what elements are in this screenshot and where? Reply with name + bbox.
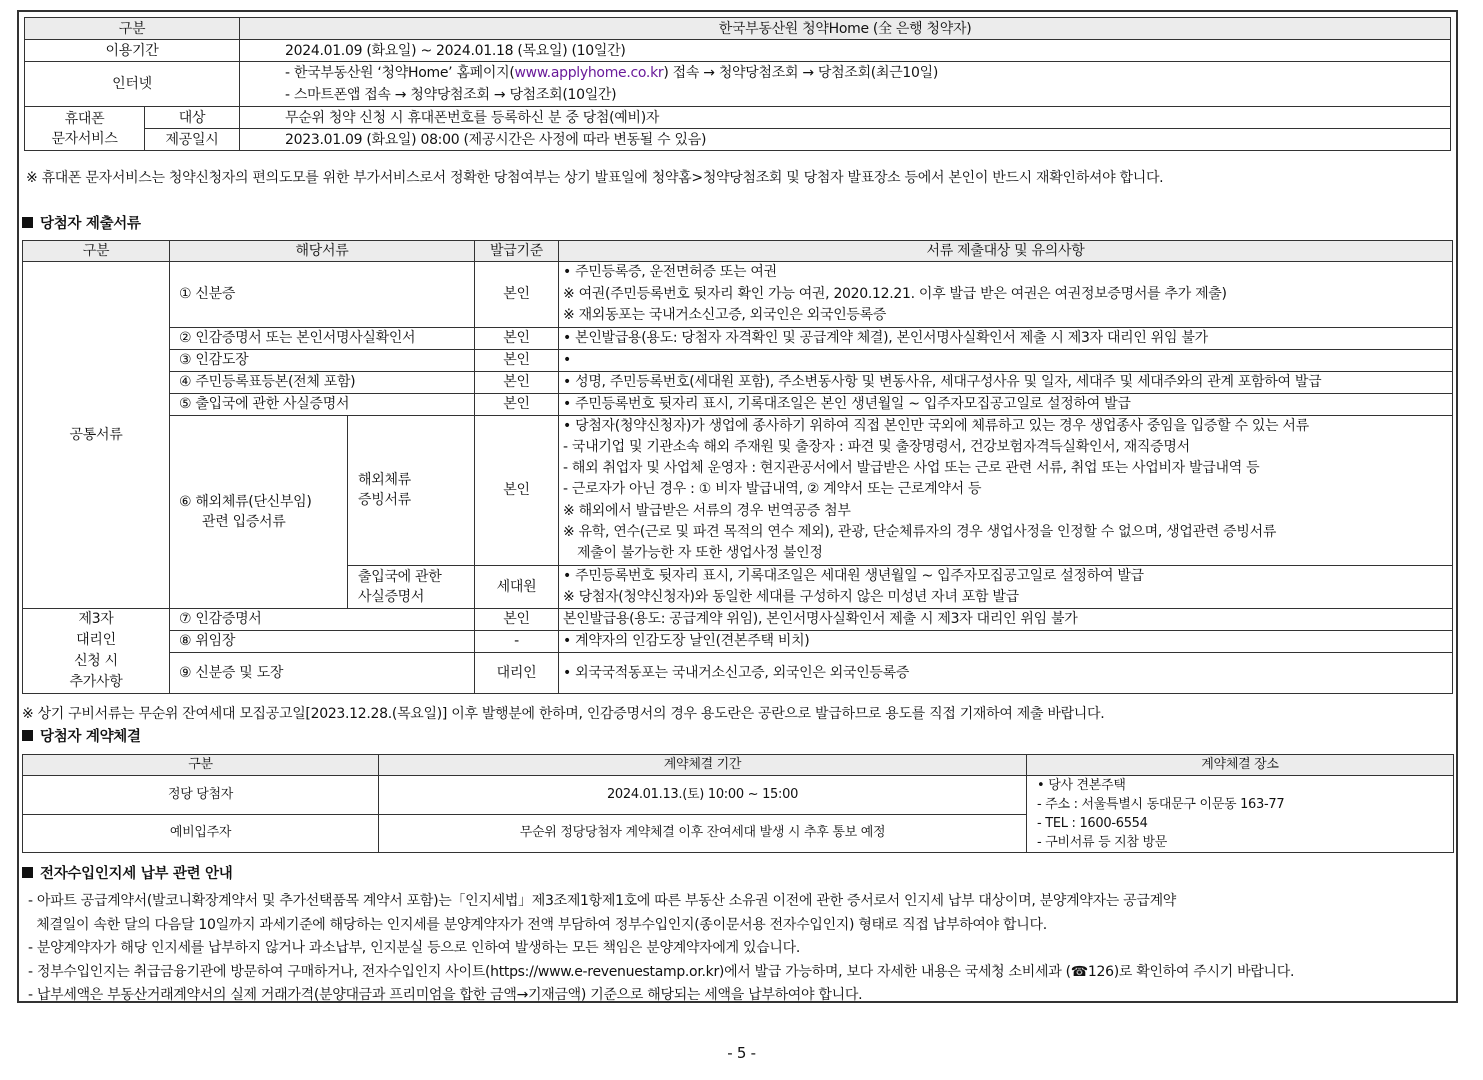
table-row [25,62,1451,107]
doc-basis: - [475,630,559,652]
table-row [23,349,1453,371]
doc-notes: • 성명, 주민등록번호(세대원 포함), 주소변동사항 및 변동사유, 세대구성사유 및 일자, 세대주 및 세대주와의 관계 포함하여 발급 [559,371,1453,393]
table-row [23,415,1453,565]
doc-notes: • 계약자의 인감도장 날인(견본주택 비치) [559,630,1453,652]
table-header-row [23,241,1453,262]
list-item: - 정부수입인지는 취급금융기관에 방문하여 구매하거나, 전자수입인지 사이트(https://www.e-revenuestamp.or.kr)에서 발급 가능하며, 보다 자세한 내용은 국세청 소비세과 (☎126)로 확인하여 주시기 바랍니다. [28,963,1295,980]
doc-notes: • [559,349,1453,371]
table-row [23,776,1454,815]
documents-table [22,240,1453,694]
doc-notes: • 주민등록번호 뒷자리 표시, 기록대조일은 본인 생년월일 ~ 입주자모집공고일로 설정하여 발급 [559,393,1453,415]
table-row [25,107,1451,129]
internet-line1-pre: - 한국부동산원 ‘청약Home’ 홈페이지( [285,65,515,81]
common-docs-label: 공통서류 [23,262,170,609]
contract-period: 무순위 정당당첨자 계약체결 이후 잔여세대 발생 시 추후 통보 예정 [379,814,1027,853]
internet-line2: - 스마트폰앱 접속 → 청약당첨조회 → 당첨조회(10일간) [285,87,617,103]
table-row [23,262,1453,328]
target-label: 대상 [145,107,240,129]
doc-subtype: 해외체류 증빙서류 [348,415,475,565]
date-label: 제공일시 [145,129,240,151]
doc-basis: 본인 [475,349,559,371]
page-number: - 5 - [727,1044,756,1062]
doc-basis: 세대원 [475,565,559,608]
doc-notes: • 당첨자(청약신청자)가 생업에 종사하기 위하여 직접 본인만 국외에 체류하고 있는 경우 생업종사 중임을 입증할 수 있는 서류 - 국내기업 및 기관소속 해외 주재원 및 출장자 : 파견 및 출장명령서, 건강보험자격득실확인서, 재직증명서 - 해외 취업자 및 사업체 운영자 : 현지관공서에서 발급받은 사업 또는 근로 관련 서류, 취업 또는 사업비자 발급내역 등 - 근로자가 아닌 경우 : ① 비자 발급내역, ② 계약서 또는 근로계약서 등 ※ 해외에서 발급받은 서류의 경우 번역공증 첨부 ※ 유학, 연수(근로 및 파견 목적의 연수 제외), 관광, 단순체류자의 경우 생업사정을 인정할 수 없으며, 생업관련 증빙서류 제출이 불가능한 자 또한 생업사정 불인정 [559,415,1453,565]
doc-notes: 본인발급용(용도: 공급계약 위임), 본인서명사실확인서 제출 시 제3자 대리인 위임 불가 [559,608,1453,630]
doc-notes: • 주민등록번호 뒷자리 표시, 기록대조일은 세대원 생년월일 ~ 입주자모집공고일로 설정하여 발급 ※ 당첨자(청약신청자)와 동일한 세대를 구성하지 않은 미성년 자녀 포함 발급 [559,565,1453,608]
doc-notes: • 주민등록증, 운전면허증 또는 여권 ※ 여권(주민등록번호 뒷자리 확인 가능 여권, 2020.12.21. 이후 발급 받은 여권은 여권정보증명서를 추가 제출) ※ 재외동포는 국내거소신고증, 외국인은 외국인등록증 [559,262,1453,328]
sms-note: ※ 휴대폰 문자서비스는 청약신청자의 편의도모를 위한 부가서비스로서 정확한 당첨여부는 상기 발표일에 청약홈>청약당첨조회 및 당첨자 발표장소 등에서 본인이 반드시 재확인하셔야 합니다. [26,170,1164,186]
doc-name: ⑥ 해외체류(단신부임) 관련 입증서류 [170,415,348,608]
doc-name: ⑤ 출입국에 관한 사실증명서 [170,393,475,415]
table-header-row [23,755,1454,776]
doc-basis: 본인 [475,327,559,349]
internet-value [240,62,1451,107]
header-cell: 계약체결 기간 [379,755,1027,776]
documents-section-title: 당첨자 제출서류 [22,214,141,234]
applyhome-link[interactable]: www.applyhome.co.kr [514,65,664,81]
target-value: 무순위 청약 신청 시 휴대폰번호를 등록하신 분 중 당첨(예비)자 [240,107,1451,129]
doc-name: ⑨ 신분증 및 도장 [170,652,475,693]
table-row [23,371,1453,393]
contract-period: 2024.01.13.(토) 10:00 ~ 15:00 [379,776,1027,815]
doc-notes: • 본인발급용(용도: 당첨자 자격확인 및 공급계약 체결), 본인서명사실확인서 제출 시 제3자 대리인 위임 불가 [559,327,1453,349]
doc-notes: • 외국국적동포는 국내거소신고증, 외국인은 외국인등록증 [559,652,1453,693]
table-row [25,40,1451,62]
list-item: - 납부세액은 부동산거래계약서의 실제 거래가격(분양대금과 프리미엄을 합한 금액→기재금액) 기준으로 해당되는 세액을 납부하여야 합니다. [28,987,863,1003]
contract-place: • 당사 견본주택 - 주소 : 서울특별시 동대문구 이문동 163-77 - TEL : 1600-6554 - 구비서류 등 지참 방문 [1027,776,1454,853]
sms-label: 휴대폰 문자서비스 [25,107,145,151]
table-row [23,630,1453,652]
table-row [23,652,1453,693]
list-item: 체결일이 속한 달의 다음달 10일까지 과세기준에 해당하는 인지세를 분양계약자가 전액 부담하여 정부수입인지(종이문서용 전자수입인지) 형태로 직접 납부하여야 합니다. [28,916,1047,933]
header-cell: 한국부동산원 청약Home (全 은행 청약자) [240,18,1451,40]
square-bullet-icon [22,217,33,228]
doc-name: ③ 인감도장 [170,349,475,371]
internet-line1-post: ) 접속 → 청약당첨조회 → 당첨조회(최근10일) [663,65,939,81]
doc-basis: 본인 [475,608,559,630]
header-cell: 서류 제출대상 및 유의사항 [559,241,1453,262]
list-item: - 아파트 공급계약서(발코니확장계약서 및 추가선택품목 계약서 포함)는「인지세법」제3조제1항제1호에 따른 부동산 소유권 이전에 관한 증서로서 인지세 납부 대상이며, 분양계약자는 공급계약 [28,893,1177,909]
doc-name: ② 인감증명서 또는 본인서명사실확인서 [170,327,475,349]
doc-basis: 대리인 [475,652,559,693]
doc-basis: 본인 [475,371,559,393]
doc-basis: 본인 [475,415,559,565]
period-value: 2024.01.09 (화요일) ~ 2024.01.18 (목요일) (10일간) [240,40,1451,62]
square-bullet-icon [22,867,33,878]
table-row [23,393,1453,415]
contract-type: 예비입주자 [23,814,379,853]
doc-basis: 본인 [475,393,559,415]
stamp-section-title: 전자수입인지세 납부 관련 안내 [22,864,232,884]
contract-type: 정당 당첨자 [23,776,379,815]
doc-name: ① 신분증 [170,262,475,328]
contract-table [22,754,1454,853]
header-cell: 계약체결 장소 [1027,755,1454,776]
doc-name: ⑦ 인감증명서 [170,608,475,630]
table-header-row [25,18,1451,40]
table-row [25,129,1451,151]
internet-label: 인터넷 [25,62,240,107]
header-cell: 구분 [25,18,240,40]
contract-section-title: 당첨자 계약체결 [22,727,141,747]
doc-name: ④ 주민등록표등본(전체 포함) [170,371,475,393]
stamp-guidance-list [28,890,1294,1008]
table-row [23,327,1453,349]
square-bullet-icon [22,730,33,741]
doc-name: ⑧ 위임장 [170,630,475,652]
header-cell: 구분 [23,241,170,262]
announcement-table [24,17,1451,151]
doc-subtype: 출입국에 관한 사실증명서 [348,565,475,608]
header-cell: 발급기준 [475,241,559,262]
documents-note: ※ 상기 구비서류는 무순위 잔여세대 모집공고일[2023.12.28.(목요일)] 이후 발행분에 한하며, 인감증명서의 경우 용도란은 공란으로 발급하므로 용도를 직접 기재하여 제출 바랍니다. [22,706,1105,722]
header-cell: 해당서류 [170,241,475,262]
date-value: 2023.01.09 (화요일) 08:00 (제공시간은 사정에 따라 변동될 수 있음) [240,129,1451,151]
list-item: - 분양계약자가 해당 인지세를 납부하지 않거나 과소납부, 인지분실 등으로 인하여 발생하는 모든 책임은 분양계약자에게 있습니다. [28,940,801,956]
header-cell: 구분 [23,755,379,776]
period-label: 이용기간 [25,40,240,62]
agent-label: 제3자 대리인 신청 시 추가사항 [23,608,170,693]
table-row [23,608,1453,630]
doc-basis: 본인 [475,262,559,328]
